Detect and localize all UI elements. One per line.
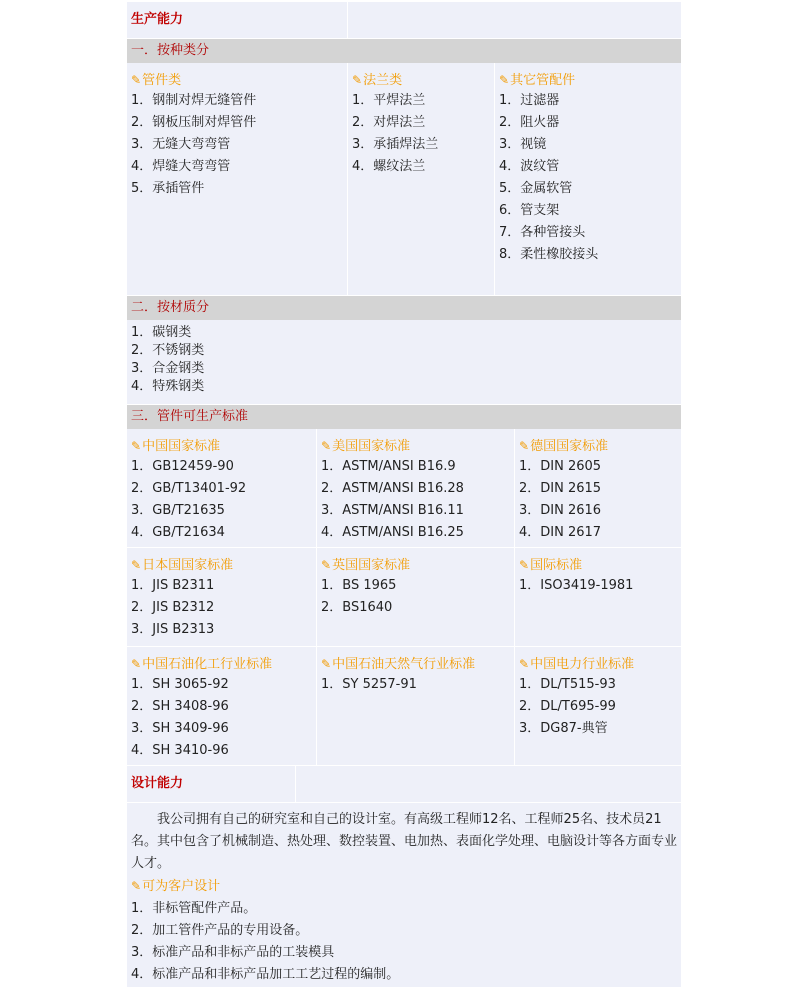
list-item: 1．过滤器: [499, 93, 560, 108]
section-heading: 一．按种类分: [127, 39, 681, 63]
production-title-row: [127, 2, 681, 39]
design-body: [127, 803, 681, 988]
standard-label: 德国国家标准: [530, 439, 609, 454]
list-item: 5．承插管件: [131, 181, 205, 196]
pencil-icon: ✎: [321, 439, 332, 453]
standard-col: [514, 647, 681, 765]
list-item: 1．DL/T515-93: [519, 677, 616, 692]
list-item: 5．金属软管: [499, 181, 573, 196]
standard-col: [316, 548, 514, 646]
list-item: 2．DL/T695-99: [519, 699, 616, 714]
list-item: 4．螺纹法兰: [352, 159, 426, 174]
standard-col: [127, 647, 316, 765]
list-item: 4．GB/T21634: [131, 525, 225, 540]
list-item: 2．ASTM/ANSI B16.28: [321, 481, 464, 496]
list-item: 4．标准产品和非标产品加工工艺过程的编制。: [131, 967, 400, 982]
list-item: 7．各种管接头: [499, 225, 586, 240]
list-item: 4．焊缝大弯弯管: [131, 159, 231, 174]
list-item: 8．柔性橡胶接头: [499, 247, 599, 262]
list-item: 1．DIN 2605: [519, 459, 602, 474]
pencil-icon: ✎: [519, 657, 530, 671]
standard-label: 中国电力行业标准: [530, 657, 635, 672]
list-item: 6．管支架: [499, 203, 560, 218]
standard-label: 中国石油化工行业标准: [142, 657, 273, 672]
list-item: 2．BS1640: [321, 600, 393, 615]
list-item: 2．JIS B2312: [131, 600, 215, 615]
category-col-pipe-fittings: [127, 63, 347, 295]
section-heading: 三．管件可生产标准: [127, 405, 681, 429]
list-item: 1．平焊法兰: [352, 93, 426, 108]
standards-row: [127, 548, 681, 647]
list-item: 1．钢制对焊无缝管件: [131, 93, 257, 108]
category-row: [127, 63, 681, 296]
list-item: 4．特殊钢类: [131, 379, 205, 394]
list-item: 2．阻火器: [499, 115, 560, 130]
list-item: 2．对焊法兰: [352, 115, 426, 130]
list-item: 3．无缝大弯弯管: [131, 137, 231, 152]
design-sub-label: 可为客户设计: [142, 879, 221, 894]
list-item: 2．GB/T13401-92: [131, 481, 247, 496]
standard-label: 美国国家标准: [332, 439, 411, 454]
pencil-icon: ✎: [321, 657, 332, 671]
list-item: 4．波纹管: [499, 159, 560, 174]
category-label: 管件类: [142, 73, 182, 88]
list-item: 1．非标管配件产品。: [131, 901, 257, 916]
list-item: 1．碳钢类: [131, 325, 192, 340]
list-item: 3．SH 3409-96: [131, 721, 229, 736]
list-item: 3．标准产品和非标产品的工装模具: [131, 945, 335, 960]
section-title: 生产能力: [131, 12, 184, 27]
pencil-icon: ✎: [131, 657, 142, 671]
standard-col: [127, 429, 316, 547]
pencil-icon: ✎: [499, 73, 510, 87]
list-item: 3．合金钢类: [131, 361, 205, 376]
list-item: 3．DIN 2616: [519, 503, 602, 518]
standard-col: [514, 429, 681, 547]
pencil-icon: ✎: [131, 73, 142, 87]
pencil-icon: ✎: [519, 558, 530, 572]
list-item: 2．不锈钢类: [131, 343, 205, 358]
section-title: 设计能力: [131, 776, 184, 791]
design-title-row: [127, 766, 681, 803]
design-paragraph: 我公司拥有自己的研究室和自己的设计室。有高级工程师12名、工程师25名、技术员21名。其中包含了机械制造、热处理、数控装置、电加热、表面化学处理、电脑设计等各方面专业人才。: [131, 812, 678, 871]
pencil-icon: ✎: [519, 439, 530, 453]
list-item: 3．ASTM/ANSI B16.11: [321, 503, 464, 518]
standard-label: 日本国国家标准: [142, 558, 234, 573]
category-col-flanges: [347, 63, 494, 295]
list-item: 1．SH 3065-92: [131, 677, 229, 692]
list-item: 3．JIS B2313: [131, 622, 215, 637]
section-heading: 二．按材质分: [127, 296, 681, 320]
pencil-icon: ✎: [352, 73, 363, 87]
list-item: 1．JIS B2311: [131, 578, 215, 593]
list-item: 2．加工管件产品的专用设备。: [131, 923, 309, 938]
list-item: 1．SY 5257-91: [321, 677, 417, 692]
content-table: [127, 2, 681, 988]
standard-label: 国际标准: [530, 558, 583, 573]
category-col-other: [494, 63, 681, 295]
standard-label: 中国石油天然气行业标准: [332, 657, 476, 672]
category-label: 法兰类: [363, 73, 403, 88]
list-item: 4．DIN 2617: [519, 525, 602, 540]
standards-row: [127, 429, 681, 548]
pencil-icon: ✎: [321, 558, 332, 572]
standard-col: [514, 548, 681, 646]
list-item: 4．SH 3410-96: [131, 743, 229, 758]
category-label: 其它管配件: [510, 73, 576, 88]
list-item: 1．BS 1965: [321, 578, 397, 593]
pencil-icon: ✎: [131, 439, 142, 453]
standards-row: [127, 647, 681, 766]
list-item: 2．DIN 2615: [519, 481, 602, 496]
standard-col: [316, 429, 514, 547]
list-item: 3．承插焊法兰: [352, 137, 439, 152]
list-item: 2．钢板压制对焊管件: [131, 115, 257, 130]
list-item: 1．GB12459-90: [131, 459, 234, 474]
list-item: 1．ISO3419-1981: [519, 578, 634, 593]
standard-col: [127, 548, 316, 646]
pencil-icon: ✎: [131, 879, 142, 893]
material-row: [127, 320, 681, 405]
standard-label: 中国国家标准: [142, 439, 221, 454]
list-item: 4．ASTM/ANSI B16.25: [321, 525, 464, 540]
standard-col: [316, 647, 514, 765]
list-item: 3．DG87-典管: [519, 721, 608, 736]
list-item: 3．视镜: [499, 137, 547, 152]
pencil-icon: ✎: [131, 558, 142, 572]
list-item: 1．ASTM/ANSI B16.9: [321, 459, 456, 474]
standard-label: 英国国家标准: [332, 558, 411, 573]
list-item: 2．SH 3408-96: [131, 699, 229, 714]
list-item: 3．GB/T21635: [131, 503, 225, 518]
